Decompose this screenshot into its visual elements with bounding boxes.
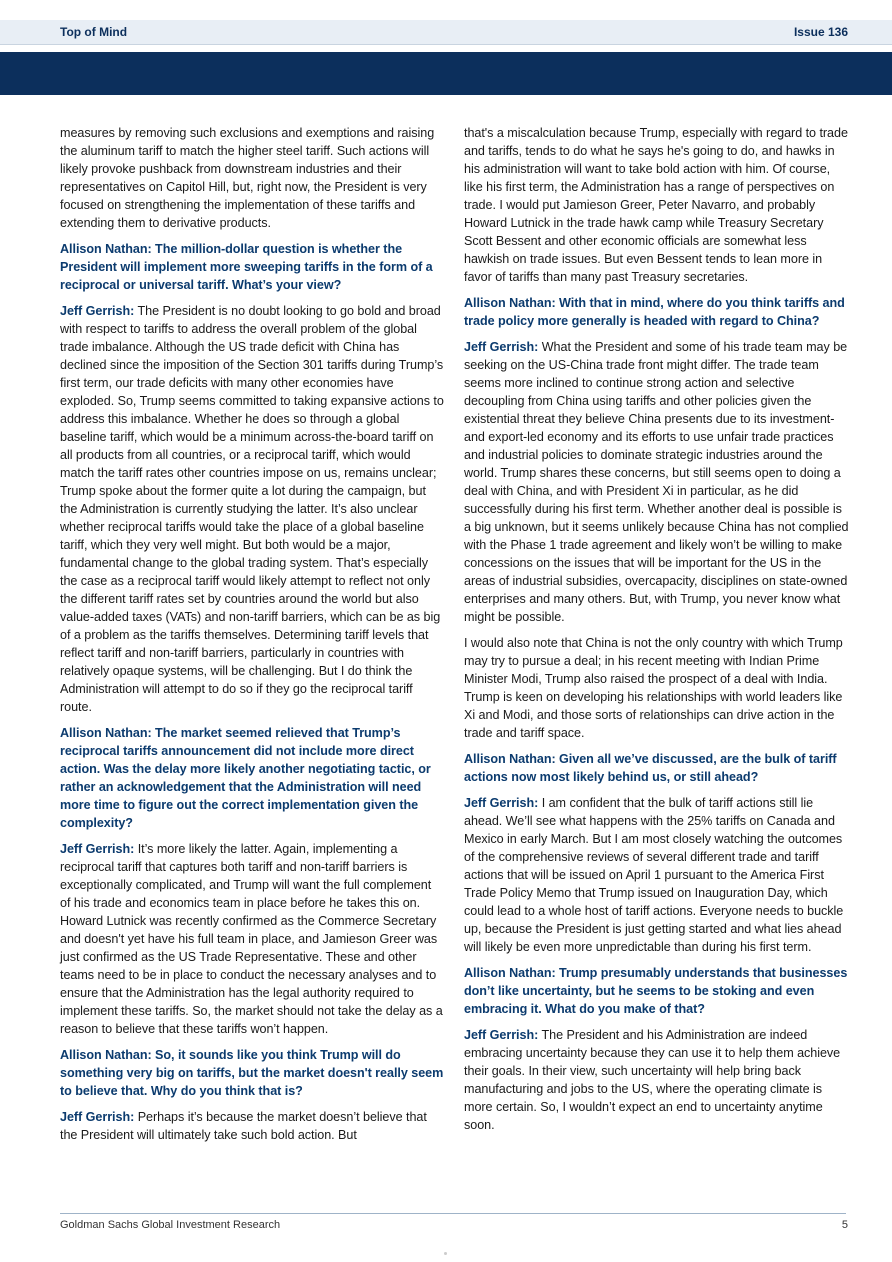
interviewer-question: Allison Nathan: The market seemed relieved that Trump’s reciprocal tariffs announcement did not include more direct action. Was the delay more likely another negotiating tactic, or rather an acknowledgement that the Administration will need more time to figure out the correct implementation given the complexity? (60, 726, 431, 830)
interviewee-answer (464, 338, 849, 626)
header-band (0, 52, 892, 95)
interviewee-answer (60, 302, 444, 716)
interviewer-question: Allison Nathan: So, it sounds like you think Trump will do something very big on tariffs, but the market doesn't really seem to believe that. Why do you think that is? (60, 1048, 444, 1098)
left-column (60, 124, 444, 1152)
paragraph: I would also note that China is not the only country with which Trump may try to pursue a deal; in his recent meeting with Indian Prime Minister Modi, Trump also raised the prospect of a deal with India. Trump is keen on developing his relationships with world leaders like Xi and Modi, and those sorts of relationships can drive action in the trade and tariff space. (464, 636, 843, 740)
running-header (0, 20, 892, 45)
publication-title: Top of Mind (60, 25, 128, 39)
answer-text: What the President and some of his trade team may be seeking on the US-China trade front might differ. The trade team seems more inclined to continue strong action and selective decoupling from China using tariffs and other policies given the existential threat they believe China presents due to its investment- and export-led economy and its efforts to use unfair trade practices and industrial policies to dominate strategic industries around the world. Trump shares these concerns, but still seems open to doing a deal with China, and with President Xi in particular, as he did successfully during his first term. Whether another deal is possible is a big unknown, but it seems unlikely because China has not complied with the Phase 1 trade agreement and likely won’t be willing to make concessions on the issues that will be important for the US in the areas of industrial subsidies, overcapacity, disciplines on state-owned enterprises and many others. But, with Trump, you never know what might be possible. (464, 340, 849, 624)
interviewer-question: Allison Nathan: Given all we’ve discussed, are the bulk of tariff actions now most likely behind us, or still ahead? (464, 752, 837, 784)
answer-text: Perhaps it’s because the market doesn’t believe that the President will ultimately take such bold action. But (60, 1110, 427, 1142)
issue-number: Issue 136 (793, 25, 848, 39)
speaker-name: Jeff Gerrish: (60, 842, 135, 856)
interviewee-answer (464, 1026, 849, 1134)
paragraph: that's a miscalculation because Trump, especially with regard to trade and tariffs, tends to do what he says he's going to do, and hawks in his administration will want to take bold action with him. Of course, like his first term, the Administration has a range of perspectives on trade. I would put Jamieson Greer, Peter Navarro, and probably Howard Lutnick in the trade hawk camp while Treasury Secretary Scott Bessent and other economic officials are somewhat less hawkish on trade issues. But even Bessent tends to lean more in favor of tariffs than many past Treasury secretaries. (464, 126, 848, 284)
speaker-name: Jeff Gerrish: (60, 1110, 135, 1124)
interviewee-answer (60, 840, 444, 1038)
interviewer-question: Allison Nathan: With that in mind, where do you think tariffs and trade policy more generally is headed with regard to China? (464, 296, 845, 328)
right-column (464, 124, 849, 1142)
page-number: 5 (841, 1219, 848, 1231)
footer-source: Goldman Sachs Global Investment Research (60, 1219, 281, 1231)
answer-text: The President and his Administration are indeed embracing uncertainty because they can use it to help them achieve their goals. In their view, such uncertainty will help bring back manufacturing and jobs to the US, where the operating climate is more certain. So, I wouldn’t expect an end to uncertainty anytime soon. (464, 1028, 841, 1132)
speaker-name: Jeff Gerrish: (464, 340, 539, 354)
speaker-name: Jeff Gerrish: (464, 796, 539, 810)
interviewee-answer (60, 1108, 444, 1144)
interviewer-question: Allison Nathan: The million-dollar question is whether the President will implement more sweeping tariffs in the form of a reciprocal or universal tariff. What’s your view? (60, 242, 433, 292)
footer-divider (60, 1213, 846, 1214)
answer-text: I am confident that the bulk of tariff actions still lie ahead. We’ll see what happens with the 25% tariffs on Canada and Mexico in early March. But I am most closely watching the outcomes of the comprehensive reviews of several different trade and tariff actions that will be issued on April 1 pursuant to the America First Trade Policy Memo that Trump issued on Inauguration Day, which could lead to a whole host of tariff actions. Everyone needs to buckle up, because the President is just getting started and what lies ahead will likely be even more unpredictable than during his first term. (464, 796, 844, 954)
page-marker-dot (444, 1252, 447, 1255)
paragraph: measures by removing such exclusions and exemptions and raising the aluminum tariff to match the higher steel tariff. Such actions will likely provoke pushback from downstream industries and their representatives on Capitol Hill, but, right now, the President is very focused on strengthening the implementation of these tariffs and extending them to derivative products. (60, 126, 435, 230)
answer-text: It’s more likely the latter. Again, implementing a reciprocal tariff that captures both tariff and non-tariff barriers is exceptionally complicated, and Trump will want the full complement of his trade and economics team in place before he takes this on. Howard Lutnick was recently confirmed as the Commerce Secretary and doesn't yet have his full team in place, and Jamieson Greer was just confirmed as the US Trade Representative. These and other teams need to be in place to conduct the necessary analyses and to ensure that the Administration has the legal authority required to implement these tariffs. So, the market should not take the delay as a reason to believe that these tariffs won’t happen. (60, 842, 443, 1036)
interviewer-question: Allison Nathan: Trump presumably understands that businesses don’t like uncertainty, but he seems to be stoking and even embracing it. What do you make of that? (464, 966, 848, 1016)
speaker-name: Jeff Gerrish: (464, 1028, 539, 1042)
interviewee-answer (464, 794, 849, 956)
speaker-name: Jeff Gerrish: (60, 304, 135, 318)
answer-text: The President is no doubt looking to go bold and broad with respect to tariffs to address the overall problem of the global trade imbalance. Although the US trade deficit with China has declined since the imposition of the Section 301 tariffs during Trump’s first term, our trade deficits with many other economies have exploded. So, Trump seems committed to taking expansive actions to address this imbalance. Whether he does so through a global baseline tariff, which would be a minimum across-the-board tariff on all products from all countries, or a reciprocal tariff, which would match the tariff rates other countries impose on us, remains unclear; Trump spoke about the former quite a lot during the campaign, but the Administration is currently studying the latter. It’s also unclear whether reciprocal tariffs would take the place of a global baseline tariff, which they very well might. But both would be a major, fundamental change to the global trading system. That’s especially the case as a reciprocal tariff would likely attempt to reflect not only the different tariff rates set by countries around the world but also value-added taxes (VATs) and non-tariff barriers, which can be as big of a problem as the tariffs themselves. Determining tariff levels that reflect tariff and non-tariff barriers, particularly in countries with relatively opaque systems, will be challenging. But I do think the Administration will attempt to do so if they go the reciprocal tariff route. (60, 304, 444, 714)
